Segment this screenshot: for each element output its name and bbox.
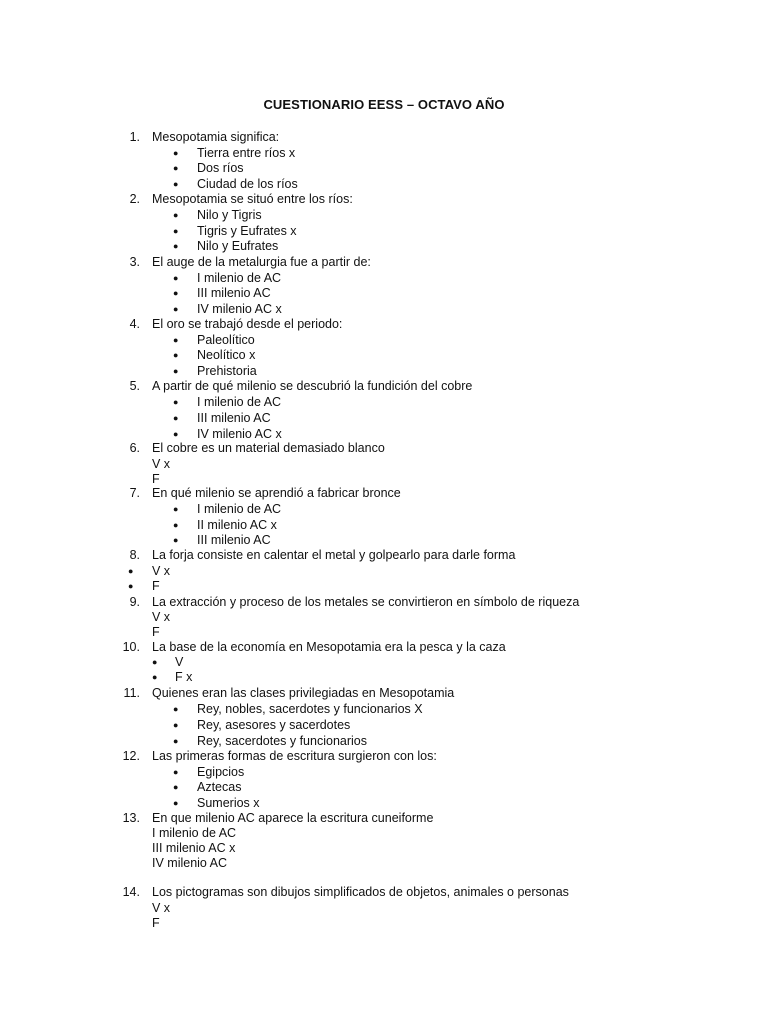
answer-option: V	[175, 655, 184, 669]
bullet-icon: ●	[152, 672, 158, 682]
bullet-icon: ●	[173, 535, 179, 545]
answer-option: Rey, sacerdotes y funcionarios	[197, 734, 367, 748]
bullet-icon: ●	[173, 413, 179, 423]
question-number: 1.	[129, 130, 140, 144]
answer-option: I milenio de AC	[197, 395, 282, 409]
bullet-icon: ●	[173, 429, 179, 439]
bullet-icon: ●	[173, 504, 179, 514]
answer-option: V x	[152, 457, 171, 471]
question-text: El auge de la metalurgia fue a partir de:	[152, 255, 371, 269]
bullet-icon: ●	[173, 210, 179, 220]
answer-option: Egipcios	[197, 765, 245, 779]
answer-option: F x	[175, 670, 193, 684]
bullet-icon: ●	[173, 397, 179, 407]
answer-option: IV milenio AC x	[197, 427, 282, 441]
question-number: 14.	[122, 885, 140, 899]
bullet-icon: ●	[173, 304, 179, 314]
answer-option: Paleolítico	[197, 333, 255, 347]
question-number: 2.	[129, 192, 140, 206]
answer-option: Tigris y Eufrates x	[197, 224, 297, 238]
question-text: A partir de qué milenio se descubrió la fundición del cobre	[152, 379, 473, 393]
bullet-icon: ●	[173, 798, 179, 808]
answer-option: Neolítico x	[197, 348, 256, 362]
bullet-icon: ●	[173, 350, 179, 360]
answer-option: Sumerios x	[197, 796, 260, 810]
answer-option: Dos ríos	[197, 161, 244, 175]
question-text: En que milenio AC aparece la escritura cuneiforme	[152, 811, 434, 825]
question-text: La forja consiste en calentar el metal y golpearlo para darle forma	[152, 548, 516, 562]
bullet-icon: ●	[173, 288, 179, 298]
question-text: La extracción y proceso de los metales se convirtieron en símbolo de riqueza	[152, 595, 580, 609]
bullet-icon: ●	[173, 704, 179, 714]
bullet-icon: ●	[173, 241, 179, 251]
question-text: El oro se trabajó desde el periodo:	[152, 317, 343, 331]
question-text: Las primeras formas de escritura surgieron con los:	[152, 749, 437, 763]
document-title: CUESTIONARIO EESS – OCTAVO AÑO	[263, 97, 505, 112]
answer-option: Ciudad de los ríos	[197, 177, 298, 191]
answer-option: I milenio de AC	[152, 826, 237, 840]
bullet-icon: ●	[173, 226, 179, 236]
answer-option: I milenio de AC	[197, 271, 282, 285]
answer-option: Rey, nobles, sacerdotes y funcionarios X	[197, 702, 423, 716]
bullet-icon: ●	[173, 782, 179, 792]
question-number: 5.	[129, 379, 140, 393]
answer-option: III milenio AC	[197, 533, 271, 547]
answer-option: V x	[152, 564, 171, 578]
question-number: 12.	[122, 749, 140, 763]
answer-option: Prehistoria	[197, 364, 257, 378]
answer-option: Tierra entre ríos x	[197, 146, 296, 160]
question-text: Mesopotamia significa:	[152, 130, 280, 144]
answer-option: Nilo y Tigris	[197, 208, 262, 222]
bullet-icon: ●	[173, 366, 179, 376]
bullet-icon: ●	[173, 179, 179, 189]
bullet-icon: ●	[173, 520, 179, 530]
answer-option: I milenio de AC	[197, 502, 282, 516]
question-number: 8.	[129, 548, 140, 562]
answer-option: V x	[152, 610, 171, 624]
question-text: Quienes eran las clases privilegiadas en Mesopotamia	[152, 686, 455, 700]
question-text: En qué milenio se aprendió a fabricar bronce	[152, 486, 401, 500]
answer-option: F	[152, 625, 160, 639]
bullet-icon: ●	[173, 273, 179, 283]
bullet-icon: ●	[173, 148, 179, 158]
bullet-icon: ●	[128, 566, 134, 576]
answer-option: IV milenio AC	[152, 856, 228, 870]
bullet-icon: ●	[128, 581, 134, 591]
question-number: 9.	[129, 595, 140, 609]
answer-option: F	[152, 916, 160, 930]
question-number: 10.	[122, 640, 140, 654]
bullet-icon: ●	[173, 720, 179, 730]
question-number: 11.	[123, 686, 140, 700]
question-number: 3.	[129, 255, 140, 269]
bullet-icon: ●	[173, 335, 179, 345]
question-text: La base de la economía en Mesopotamia era la pesca y la caza	[152, 640, 506, 654]
bullet-icon: ●	[152, 657, 158, 667]
question-text: Los pictogramas son dibujos simplificados de objetos, animales o personas	[152, 885, 569, 899]
question-number: 4.	[129, 317, 140, 331]
question-number: 13.	[122, 811, 140, 825]
bullet-icon: ●	[173, 736, 179, 746]
answer-option: IV milenio AC x	[197, 302, 282, 316]
question-number: 6.	[129, 441, 140, 455]
question-number: 7.	[129, 486, 140, 500]
question-text: El cobre es un material demasiado blanco	[152, 441, 385, 455]
question-text: Mesopotamia se situó entre los ríos:	[152, 192, 353, 206]
answer-option: V x	[152, 901, 171, 915]
answer-option: II milenio AC x	[197, 518, 277, 532]
answer-option: Aztecas	[197, 780, 242, 794]
answer-option: F	[152, 579, 160, 593]
answer-option: Nilo y Eufrates	[197, 239, 279, 253]
answer-option: III milenio AC	[197, 411, 271, 425]
answer-option: Rey, asesores y sacerdotes	[197, 718, 351, 732]
bullet-icon: ●	[173, 163, 179, 173]
answer-option: III milenio AC x	[152, 841, 236, 855]
bullet-icon: ●	[173, 767, 179, 777]
answer-option: III milenio AC	[197, 286, 271, 300]
answer-option: F	[152, 472, 160, 486]
